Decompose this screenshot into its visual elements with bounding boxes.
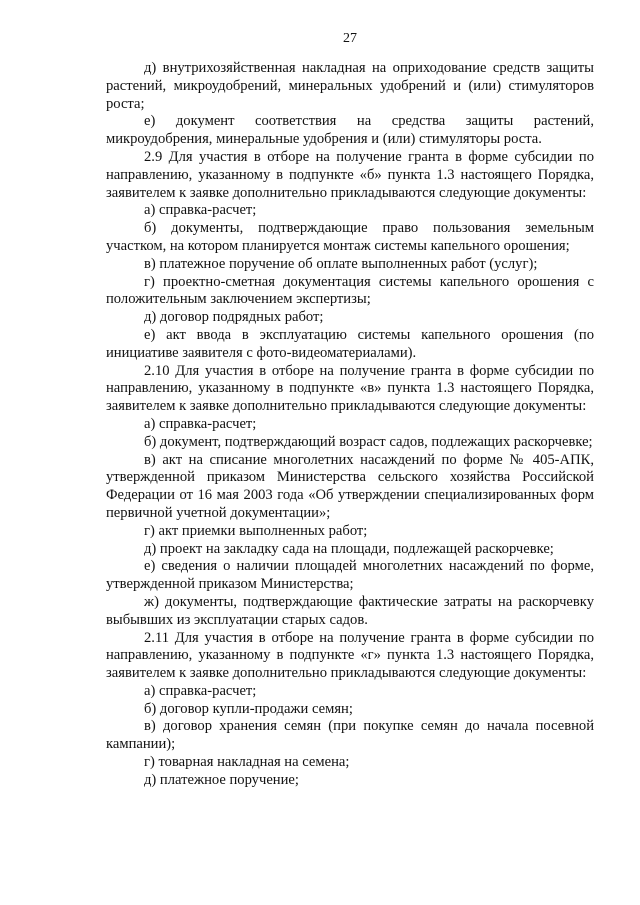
list-item: г) проектно-сметная документация системы капельного орошения с положительным заключением экспертизы; — [106, 273, 594, 308]
list-item: д) договор подрядных работ; — [144, 309, 324, 326]
list-item: е) сведения о наличии площадей многолетних насаждений по форме, утвержденной приказом Министерства; — [106, 558, 594, 593]
list-item: а) справка-расчет; — [144, 682, 257, 699]
section-paragraph: 2.11 Для участия в отборе на получение гранта в форме субсидии по направлению, указанному в подпункте «г» пункта 1.3 настоящего Порядка, заявителем к заявке дополнительно прикладываются следующие документы: — [106, 629, 594, 682]
list-item: г) акт приемки выполненных работ; — [144, 522, 368, 539]
list-item: б) документ, подтверждающий возраст садов, подлежащих раскорчевке; — [144, 433, 593, 450]
list-item: д) проект на закладку сада на площади, подлежащей раскорчевке; — [144, 540, 554, 557]
document-body — [106, 60, 594, 790]
list-item: д) платежное поручение; — [144, 771, 299, 788]
paragraph: е) документ соответствия на средства защиты растений, микроудобрения, минеральные удобрения и (или) стимуляторы роста. — [106, 113, 594, 148]
list-item: ж) документы, подтверждающие фактические затраты на раскорчевку выбывших из эксплуатации старых садов. — [106, 593, 594, 628]
section-paragraph: 2.9 Для участия в отборе на получение гранта в форме субсидии по направлению, указанному в подпункте «б» пункта 1.3 настоящего Порядка, заявителем к заявке дополнительно прикладываются следующие документы: — [106, 148, 594, 201]
page-number: 27 — [343, 31, 357, 46]
section-paragraph: 2.10 Для участия в отборе на получение гранта в форме субсидии по направлению, указанному в подпункте «в» пункта 1.3 настоящего Порядка, заявителем к заявке дополнительно прикладываются следующие документы: — [106, 362, 594, 415]
list-item: б) договор купли-продажи семян; — [144, 700, 353, 717]
list-item: е) акт ввода в эксплуатацию системы капельного орошения (по инициативе заявителя с фото-видеоматериалами). — [106, 326, 594, 361]
list-item: г) товарная накладная на семена; — [144, 754, 350, 771]
list-item: а) справка-расчет; — [144, 415, 257, 432]
list-item: в) платежное поручение об оплате выполненных работ (услуг); — [144, 255, 538, 272]
list-item: в) договор хранения семян (при покупке семян до начала посевной кампании); — [106, 718, 594, 753]
paragraph: д) внутрихозяйственная накладная на оприходование средств защиты растений, микроудобрений, минеральных удобрений и (или) стимуляторов роста; — [106, 60, 594, 112]
list-item: б) документы, подтверждающие право пользования земельным участком, на котором планируется монтаж системы капельного орошения; — [106, 220, 594, 254]
list-item: в) акт на списание многолетних насаждений по форме № 405-АПК, утвержденной приказом Министерства сельского хозяйства Российской Федерации от 16 мая 2003 года «Об утверждении специализированных форм первичной учетной документации»; — [106, 451, 594, 521]
list-item: а) справка-расчет; — [144, 202, 257, 219]
